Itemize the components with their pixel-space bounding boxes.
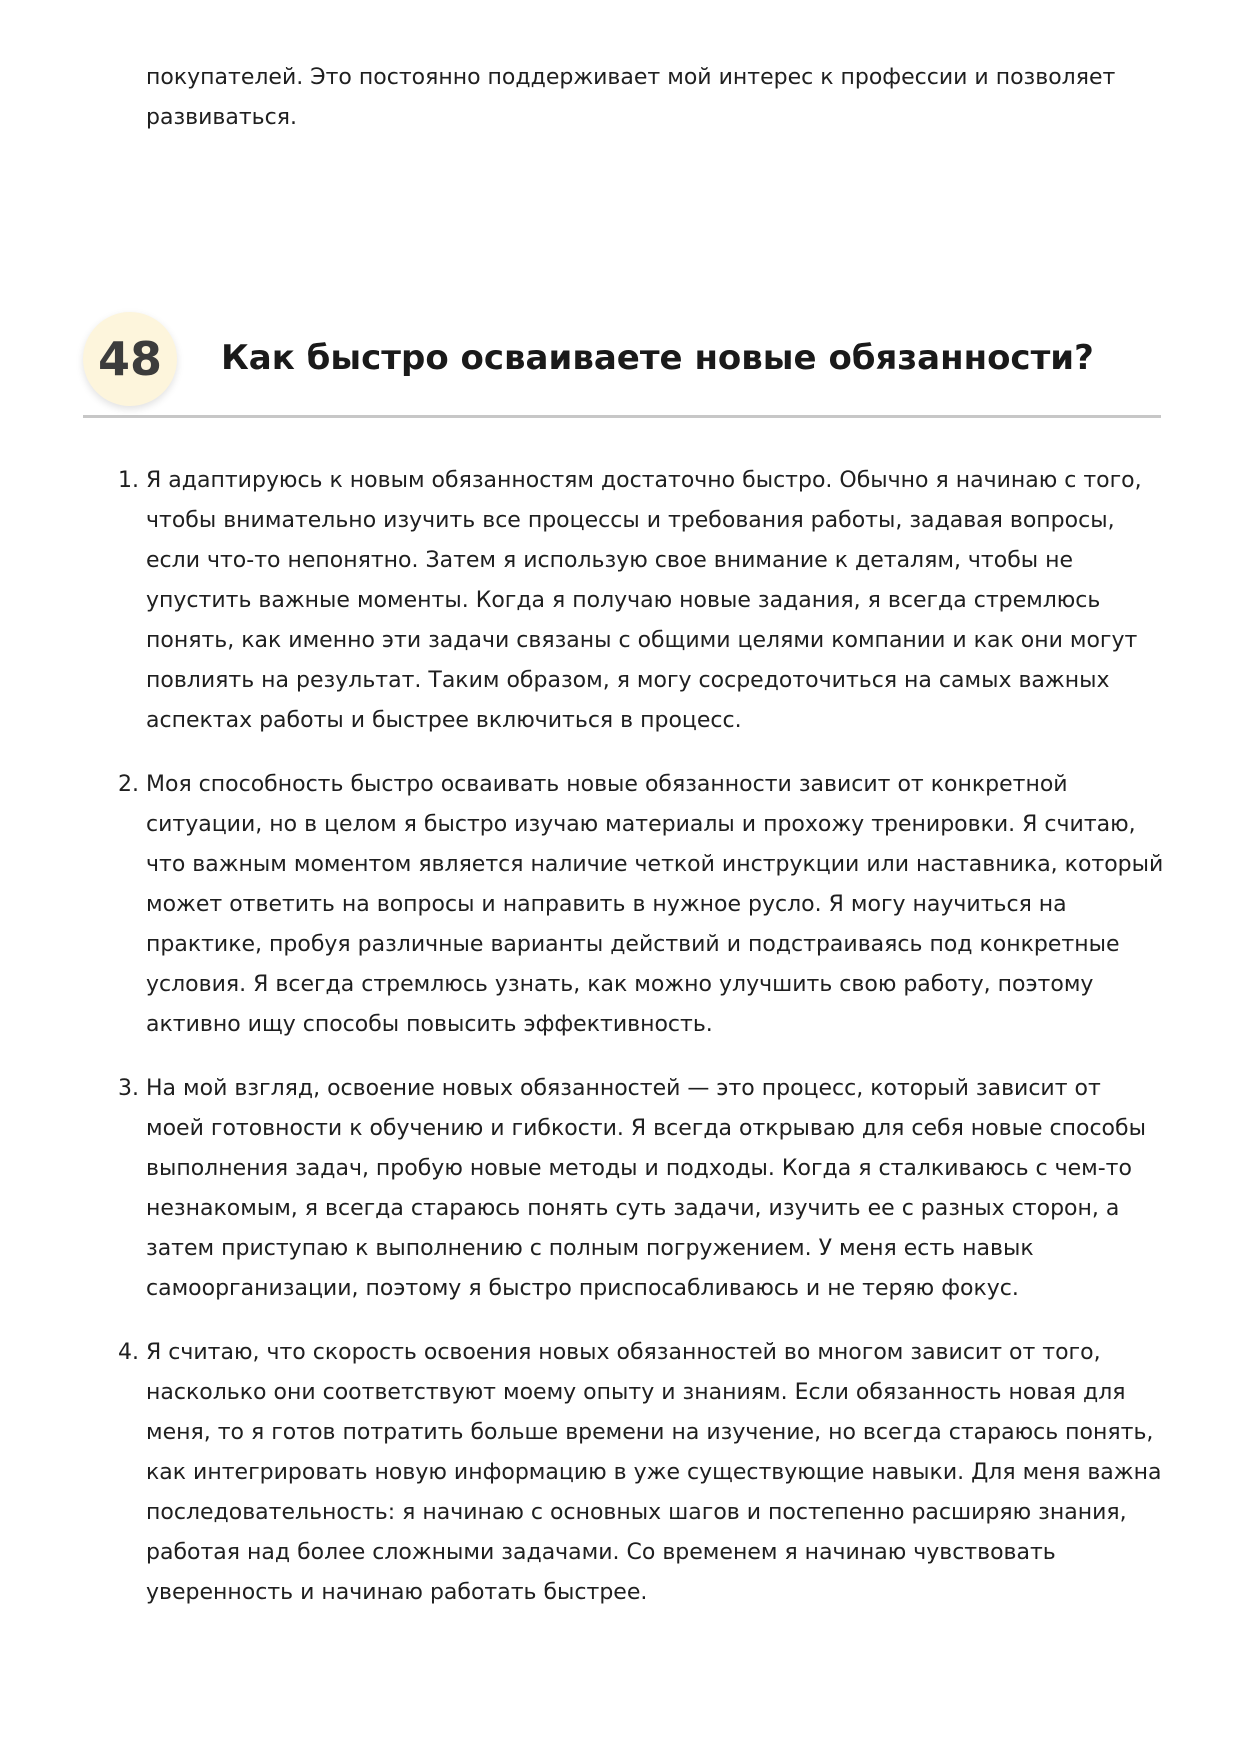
answer-item xyxy=(110,1333,1165,1613)
answer-item xyxy=(110,765,1165,1045)
answer-text: Я адаптируюсь к новым обязанностям достаточно быстро. Обычно я начинаю с того, чтобы внимательно изучить все процессы и требования работы, задавая вопросы, если что-то непонятно. Затем я использую свое внимание к деталям, чтобы не упустить важные моменты. Когда я получаю новые задания, я всегда стремлюсь понять, как именно эти задачи связаны с общими целями компании и как они могут повлиять на результат. Таким образом, я могу сосредоточиться на самых важных аспектах работы и быстрее включиться в процесс. xyxy=(146,468,1142,733)
answer-number: 4. xyxy=(118,1340,139,1365)
answer-number: 1. xyxy=(118,468,139,493)
answer-text: Я считаю, что скорость освоения новых обязанностей во многом зависит от того, насколько они соответствуют моему опыту и знаниям. Если обязанность новая для меня, то я готов потратить больше времени на изучение, но всегда стараюсь понять, как интегрировать новую информацию в уже существующие навыки. Для меня важна последовательность: я начинаю с основных шагов и постепенно расширяю знания, работая над более сложными задачами. Со временем я начинаю чувствовать уверенность и начинаю работать быстрее. xyxy=(146,1340,1162,1605)
answer-number: 3. xyxy=(118,1076,139,1101)
question-number-badge: 48 xyxy=(83,312,177,406)
question-title: Как быстро осваиваете новые обязанности? xyxy=(221,338,1094,378)
answer-number: 2. xyxy=(118,772,139,797)
answer-text: На мой взгляд, освоение новых обязанностей — это процесс, который зависит от моей готовности к обучению и гибкости. Я всегда открываю для себя новые способы выполнения задач, пробую новые методы и подходы. Когда я сталкиваюсь с чем-то незнакомым, я всегда стараюсь понять суть задачи, изучить ее с разных сторон, а затем приступаю к выполнению с полным погружением. У меня есть навык самоорганизации, поэтому я быстро приспосабливаюсь и не теряю фокус. xyxy=(146,1076,1146,1301)
intro-paragraph: покупателей. Это постоянно поддерживает мой интерес к профессии и позволяет развиваться. xyxy=(146,65,1116,130)
answer-text: Моя способность быстро осваивать новые обязанности зависит от конкретной ситуации, но в целом я быстро изучаю материалы и прохожу тренировки. Я считаю, что важным моментом является наличие четкой инструкции или наставника, который может ответить на вопросы и направить в нужное русло. Я могу научиться на практике, пробуя различные варианты действий и подстраиваясь под конкретные условия. Я всегда стремлюсь узнать, как можно улучшить свою работу, поэтому активно ищу способы повысить эффективность. xyxy=(146,772,1164,1037)
answer-list xyxy=(110,461,1165,1637)
question-header xyxy=(83,312,1161,418)
answer-item xyxy=(110,461,1165,741)
answer-item xyxy=(110,1069,1165,1309)
